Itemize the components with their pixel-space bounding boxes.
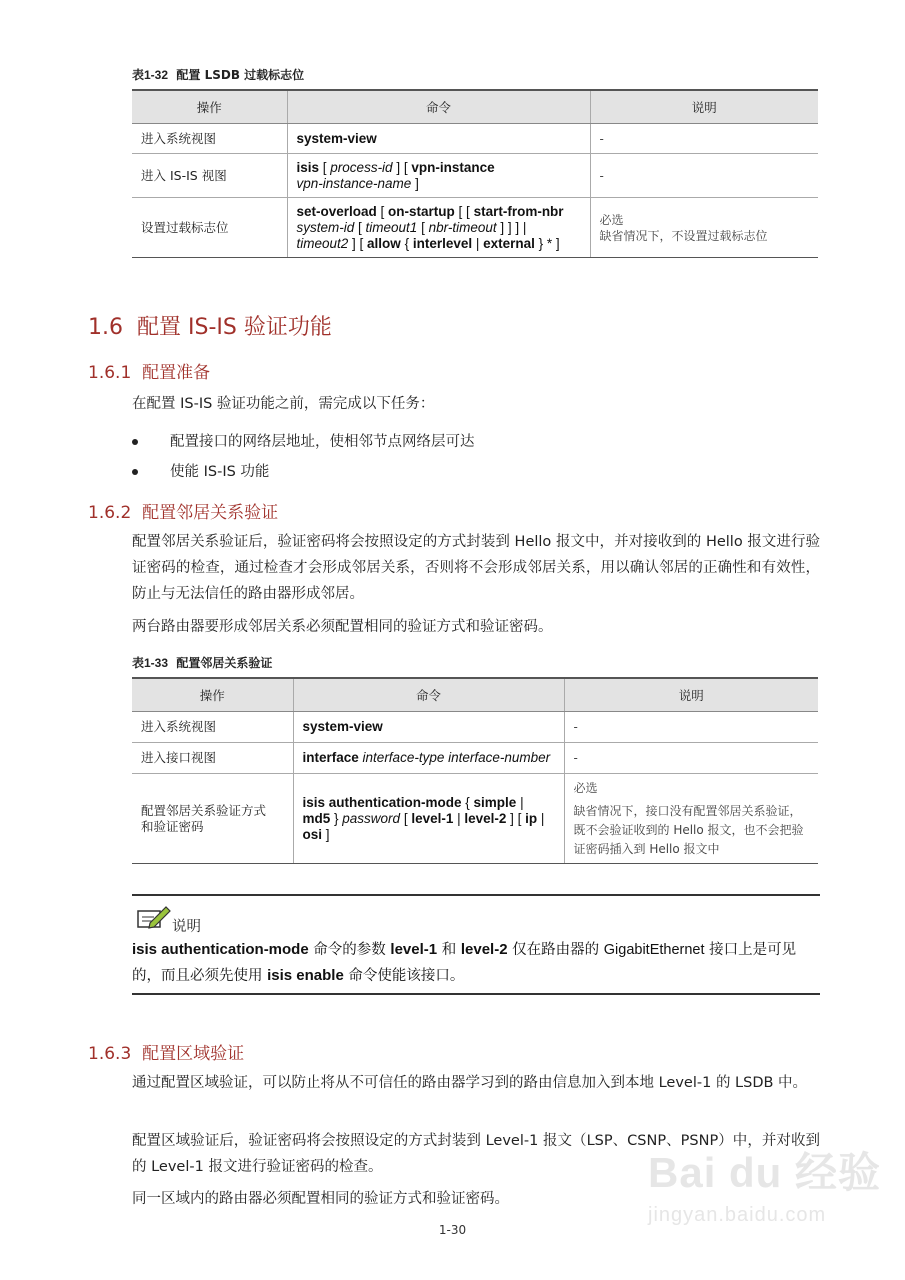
row-op: 进入系统视图 (132, 712, 293, 743)
table2-neighbor-auth (132, 677, 818, 864)
paragraph: 配置区域验证后，验证密码将会按照设定的方式封装到 Level-1 报文（LSP、CSNP、PSNP）中，并对收到的 Level-1 报文进行验证密码的检查。 (132, 1133, 820, 1175)
row-cmd: system-view (287, 124, 590, 154)
paragraph: 通过配置区域验证，可以防止将从不可信任的路由器学习到的路由信息加入到本地 Level-1 的 LSDB 中。 (132, 1075, 808, 1091)
row-cmd: interface interface-type interface-number (293, 743, 564, 774)
table-row (132, 774, 818, 864)
row-op: 配置邻居关系验证方式 和验证密码 (132, 774, 293, 864)
list-item: 使能 IS-IS 功能 (132, 460, 269, 481)
table2-caption: 表1-33 配置邻居关系验证 (132, 656, 273, 670)
subsection-heading-1-6-3: 1.6.3 配置区域验证 (88, 1044, 245, 1064)
table-row (132, 124, 818, 154)
note-icon (136, 905, 172, 935)
header-command: 命令 (287, 90, 590, 124)
header-operation: 操作 (132, 678, 293, 712)
row-op: 进入 IS-IS 视图 (132, 154, 287, 198)
row-cmd: set-overload [ on-startup [ [ start-from-nbr system-id [ timeout1 [ nbr-timeout ] ] ] | timeout2 ] [ allow { interlevel | external } * ] (287, 198, 590, 258)
row-desc: 必选 缺省情况下，不设置过载标志位 (590, 198, 818, 258)
row-op: 设置过载标志位 (132, 198, 287, 258)
paragraph: 在配置 IS-IS 验证功能之前，需完成以下任务： (132, 396, 435, 412)
paragraph: 配置邻居关系验证后，验证密码将会按照设定的方式封装到 Hello 报文中，并对接收到的 Hello 报文进行验证密码的检查，通过检查才会形成邻居关系，否则将不会形成邻居关系，用以确认邻居的正确性和有效性，防止与无法信任的路由器形成邻居。 (132, 534, 820, 602)
table-row (132, 712, 818, 743)
note-title: 说明 (172, 919, 201, 935)
row-cmd: system-view (293, 712, 564, 743)
header-command: 命令 (293, 678, 564, 712)
note-body: isis authentication-mode 命令的参数 level-1 和 level-2 仅在路由器的 GigabitEthernet 接口上是可见的，而且必须先使用 isis enable 命令使能该接口。 (132, 941, 797, 984)
table-row (132, 198, 818, 258)
header-description: 说明 (564, 678, 818, 712)
row-cmd: isis [ process-id ] [ vpn-instance vpn-instance-name ] (287, 154, 590, 198)
bullet-icon (132, 439, 138, 445)
header-operation: 操作 (132, 90, 287, 124)
table-header-row (132, 90, 818, 124)
watermark-url: jingyan.baidu.com (648, 1204, 827, 1226)
section-heading: 1.6 配置 IS-IS 验证功能 (88, 315, 332, 340)
row-desc: - (564, 743, 818, 774)
paragraph: 两台路由器要形成邻居关系必须配置相同的验证方式和验证密码。 (132, 619, 553, 635)
header-description: 说明 (590, 90, 818, 124)
table-row (132, 154, 818, 198)
page-number: 1-30 (438, 1223, 467, 1237)
table1-caption: 表1-32 配置 LSDB 过载标志位 (132, 68, 305, 82)
row-desc: - (590, 124, 818, 154)
bullet-icon (132, 469, 138, 475)
row-op: 进入接口视图 (132, 743, 293, 774)
paragraph: 同一区域内的路由器必须配置相同的验证方式和验证密码。 (132, 1191, 509, 1207)
row-desc: - (564, 712, 818, 743)
watermark-brand: Bai du 经验 (648, 1149, 882, 1196)
row-cmd: isis authentication-mode { simple | md5 } password [ level-1 | level-2 ] [ ip | osi ] (293, 774, 564, 864)
row-op: 进入系统视图 (132, 124, 287, 154)
table1-lsdb-overload (132, 89, 818, 258)
row-desc: - (590, 154, 818, 198)
note-bottom-rule (132, 993, 820, 995)
list-item: 配置接口的网络层地址，使相邻节点网络层可达 (132, 430, 475, 451)
subsection-heading-1-6-2: 1.6.2 配置邻居关系验证 (88, 503, 279, 523)
watermark (648, 1140, 898, 1227)
subsection-heading-1-6-1: 1.6.1 配置准备 (88, 363, 211, 383)
table-row (132, 743, 818, 774)
note-top-rule (132, 894, 820, 896)
row-desc: 必选 缺省情况下，接口没有配置邻居关系验证，既不会验证收到的 Hello 报文，也不会把验证密码插入到 Hello 报文中 (564, 774, 818, 864)
table-header-row (132, 678, 818, 712)
